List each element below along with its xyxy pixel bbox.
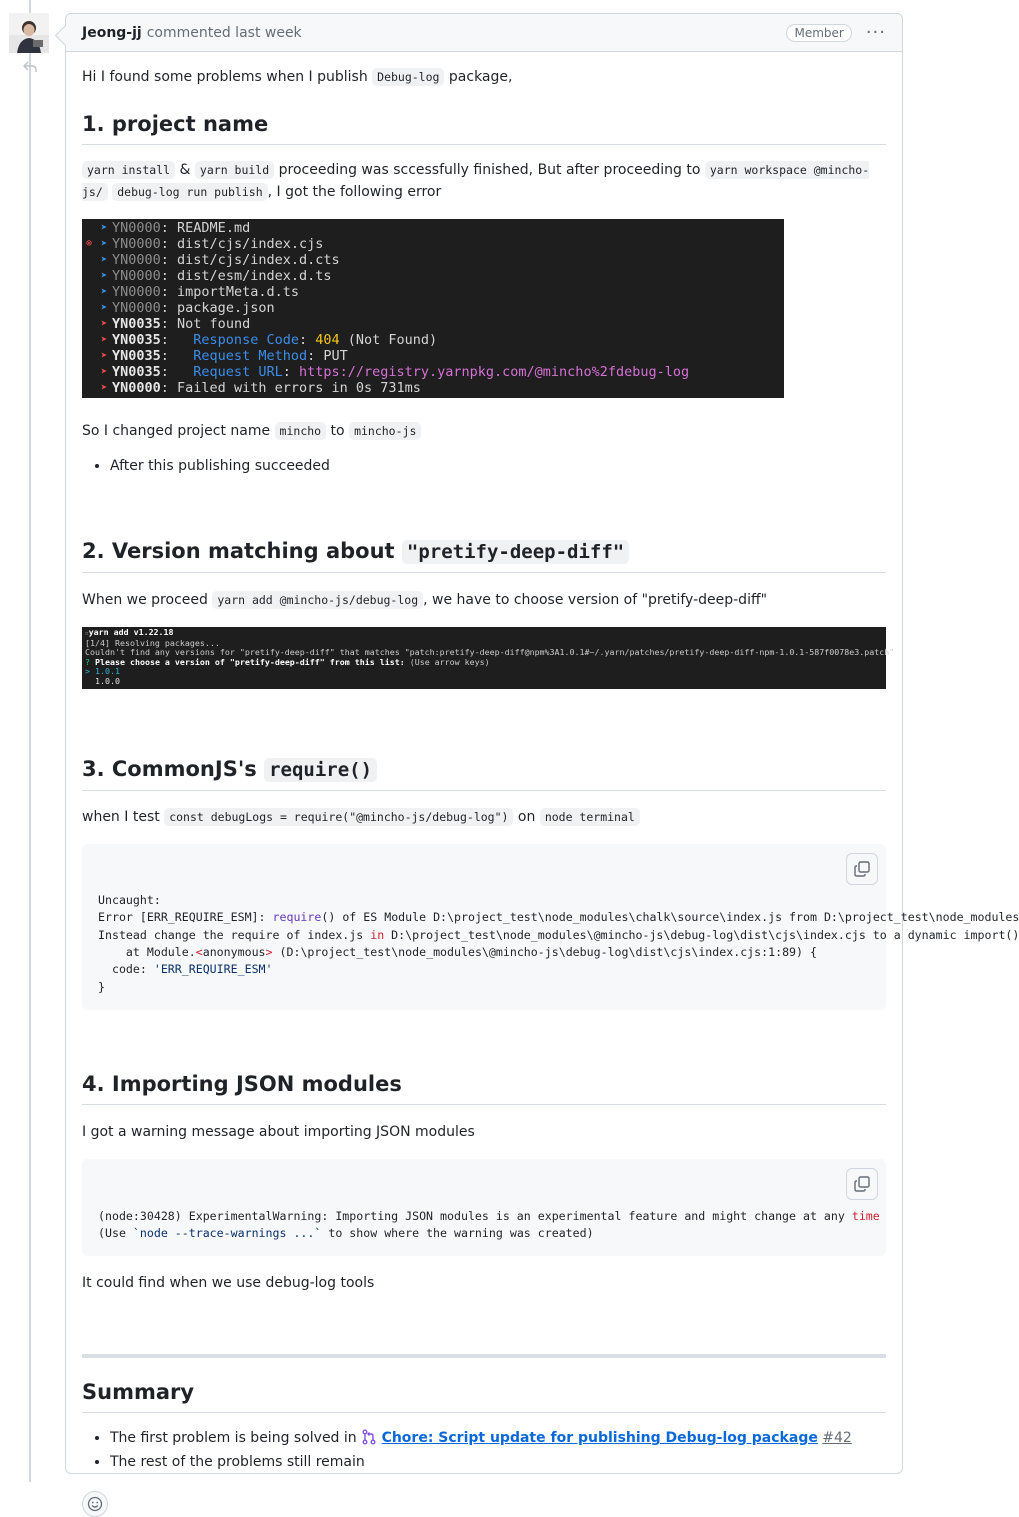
arrow-icon: ➤ <box>100 333 108 346</box>
terminal-screenshot-publish-error[interactable] <box>82 219 784 398</box>
timeline-line <box>29 0 31 1482</box>
terminal-line: ➤ YN0000 : README.md <box>82 220 784 236</box>
terminal-line: ➤ YN0035 : Response Code : 404 (Not Found) <box>82 332 784 348</box>
terminal-line: ➤ YN0000 : dist/cjs/index.d.cts <box>82 252 784 268</box>
gutter <box>82 268 96 284</box>
section1-list <box>82 455 886 477</box>
arrow-icon: ➤ <box>100 269 108 282</box>
text: The first problem is being solved in <box>110 1430 357 1447</box>
copy-icon <box>854 1176 870 1192</box>
heading-commonjs-require <box>82 755 886 791</box>
terminal-line: ➤ YN0000 : Failed with errors in 0s 731ms <box>82 380 784 396</box>
text: on <box>517 808 536 825</box>
terminal-screenshot-yarn-add[interactable] <box>82 627 895 689</box>
arrow-icon: ➤ <box>100 221 108 234</box>
gutter <box>82 348 96 364</box>
text: When we proceed <box>82 592 208 608</box>
list-item: • The rest of the problems still remain <box>110 1451 886 1473</box>
terminal-line: ⊗ ➤ YN0000 : dist/cjs/index.cjs <box>82 236 784 252</box>
text: , we have to choose version of "pretify-deep-diff" <box>423 592 768 608</box>
arrow-icon: ➤ <box>100 381 108 394</box>
comment-meta[interactable]: commented last week <box>146 24 302 41</box>
text: when I test <box>82 808 160 825</box>
pull-request-icon <box>361 1429 377 1445</box>
heading-code: require() <box>264 758 377 782</box>
terminal-line: ➤ YN0000 : package.json <box>82 300 784 316</box>
heading-summary: Summary <box>82 1378 886 1413</box>
terminal-line: ▫yarn add v1.22.18 <box>85 627 174 637</box>
heading-text: 3. CommonJS's <box>82 756 257 781</box>
inline-code: node terminal <box>540 808 640 826</box>
terminal-line: 1.0.0 <box>85 675 120 686</box>
arrow-icon: ➤ <box>100 237 108 250</box>
terminal-line: > 1.0.1 <box>85 666 120 677</box>
arrow-icon: ➤ <box>100 253 108 266</box>
inline-code: yarn add @mincho-js/debug-log <box>212 591 423 609</box>
inline-code: debug-log run publish <box>112 183 267 201</box>
intro-paragraph <box>82 66 886 88</box>
arrow-icon: ➤ <box>100 349 108 362</box>
heading-code: "pretify-deep-diff" <box>402 540 629 564</box>
code-line: (Use `node --trace-warnings ...` to show where the warning was created) <box>98 1225 594 1240</box>
reply-icon[interactable] <box>20 60 40 76</box>
code-line: Error [ERR_REQUIRE_ESM]: require() of ES Module D:\project_test\node_modules\chalk\source\index.js from D:\project_test\node_modules <box>98 910 1019 925</box>
inline-code: yarn workspace @mincho-js/ <box>82 163 870 199</box>
gutter <box>82 332 96 348</box>
section2-paragraph <box>82 589 886 611</box>
intro-text-end: package, <box>448 69 513 85</box>
list-item: • After this publishing succeeded <box>110 455 886 477</box>
pr-link[interactable]: Chore: Script update for publishing Debug-log package <box>381 1430 818 1447</box>
text: to <box>330 423 345 439</box>
text: proceeding was sccessfully finished, But after proceeding to <box>278 162 701 178</box>
comment-author[interactable]: Jeong-jj <box>82 24 142 41</box>
horizontal-rule <box>82 1354 886 1358</box>
section1-paragraph <box>82 159 886 203</box>
gutter <box>82 316 96 332</box>
section1-paragraph-2 <box>82 420 886 442</box>
inline-code: const debugLogs = require("@mincho-js/debug-log") <box>164 808 513 826</box>
inline-code: mincho-js <box>349 422 421 440</box>
terminal-line: ➤ YN0035 : Not found <box>82 316 784 332</box>
section4-paragraph-2: It could find when we use debug-log tools <box>82 1275 375 1292</box>
code-line: Instead change the require of index.js in D:\project_test\node_modules\@mincho-js\debug-log\dist\cjs\index.cjs to a dynamic import() <box>98 927 1019 942</box>
heading-project-name: 1. project name <box>82 110 886 145</box>
text: So I changed project name <box>82 423 271 439</box>
inline-code: yarn build <box>195 161 274 179</box>
add-reaction-button[interactable] <box>82 1491 108 1517</box>
copy-button[interactable] <box>846 853 878 885</box>
text: & <box>179 162 191 178</box>
terminal-line: ➤ YN0035 : Request URL : https://registry.yarnpkg.com/@mincho%2fdebug-log <box>82 364 784 380</box>
arrow-icon: ➤ <box>100 301 108 314</box>
terminal-line: [1/4] Resolving packages... <box>85 637 220 648</box>
smiley-icon <box>87 1496 103 1512</box>
inline-code: mincho <box>275 422 327 440</box>
arrow-icon: ➤ <box>100 285 108 298</box>
comment-box <box>65 13 1019 1474</box>
terminal-line: ➤ YN0000 : dist/esm/index.d.ts <box>82 268 784 284</box>
gutter <box>82 220 96 236</box>
terminal-line: ? Please choose a version of "pretify-deep-diff" from this list: (Use arrow keys) <box>85 656 490 667</box>
code-line: } <box>98 979 105 994</box>
code-block-require-error <box>82 844 1019 1010</box>
text: , I got the following error <box>267 184 442 200</box>
intro-text: Hi I found some problems when I publish <box>82 69 368 85</box>
gutter <box>82 380 96 396</box>
kebab-menu-icon[interactable]: ··· <box>865 21 886 43</box>
gutter <box>82 364 96 380</box>
member-badge: Member <box>786 24 851 42</box>
code-line: at Module.<anonymous> (D:\project_test\node_modules\@mincho-js\debug-log\dist\cjs\index.cjs:1:89) { <box>98 945 817 960</box>
comment-header <box>66 14 902 52</box>
heading-importing-json: 4. Importing JSON modules <box>82 1070 886 1105</box>
terminal-line: ➤ YN0000 : importMeta.d.ts <box>82 284 784 300</box>
gutter <box>82 252 96 268</box>
author-avatar[interactable] <box>9 13 49 53</box>
list-item <box>110 1427 886 1449</box>
copy-button[interactable] <box>846 1168 878 1200</box>
copy-icon <box>854 861 870 877</box>
error-circle-icon: ⊗ <box>85 238 93 249</box>
heading-version-matching <box>82 537 886 573</box>
arrow-icon: ➤ <box>100 365 108 378</box>
comment-body <box>66 66 1019 1517</box>
heading-text: 2. Version matching about <box>82 539 395 563</box>
terminal-line: ➤ YN0035 : Request Method : PUT <box>82 348 784 364</box>
terminal-line: Couldn't find any versions for "pretify-deep-diff" that matches "patch:pretify-deep-diff@npm%3A1.0.1#~/.yarn/patches/pretify-deep-diff-npm-1.0.1-587f0078e3.patch" <box>85 647 895 658</box>
inline-code: Debug-log <box>372 68 444 86</box>
summary-list <box>82 1427 886 1473</box>
code-line: code: 'ERR_REQUIRE_ESM' <box>98 962 273 977</box>
section3-paragraph <box>82 806 886 828</box>
gutter <box>82 284 96 300</box>
arrow-icon: ➤ <box>100 317 108 330</box>
code-block-json-warning <box>82 1159 886 1256</box>
gutter <box>82 300 96 316</box>
inline-code: yarn install <box>82 161 175 179</box>
code-line: Uncaught: <box>98 893 161 908</box>
code-line: (node:30428) ExperimentalWarning: Importing JSON modules is an experimental feature and might change at any time <box>98 1208 880 1223</box>
section4-paragraph: I got a warning message about importing JSON modules <box>82 1123 475 1140</box>
pr-number[interactable]: #42 <box>822 1430 852 1447</box>
